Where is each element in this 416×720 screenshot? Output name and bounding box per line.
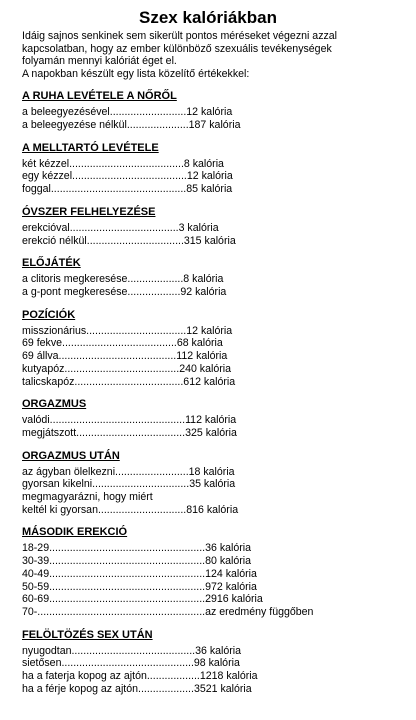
- page-title: Szex kalóriákban: [139, 8, 277, 27]
- intro-line: kapcsolatban, hogy az ember különböző szexuális tevékenységek: [22, 42, 332, 55]
- list-item: a g-pont megkeresése..................92 kalória: [22, 286, 227, 298]
- section-heading: MÁSODIK EREKCIÓ: [22, 526, 128, 539]
- section-melltarto: [22, 142, 416, 196]
- list-item: a beleegyezésével..........................12 kalória: [22, 106, 233, 119]
- list-item: megmagyarázni, hogy miért: [22, 491, 153, 504]
- intro-line: folyamán mennyi kalóriát éget el.: [22, 55, 177, 68]
- section-masodik-erekcio: [22, 526, 416, 618]
- list-item: erekció nélkül.................................315 kalória: [22, 234, 236, 247]
- list-item: erekcióval.....................................3 kalória: [22, 221, 219, 234]
- section-heading: A RUHA LEVÉTELE A NŐRŐL: [22, 90, 177, 103]
- list-item: keltél ki gyorsan..............................816 kalória: [22, 503, 239, 516]
- list-item: 69 állva........................................112 kalória: [22, 350, 228, 363]
- list-item: ha a faterja kopog az ajtón..................1218 kalória: [22, 670, 258, 683]
- list-item: az ágyban ölelkezni.........................18 kalória: [22, 465, 235, 478]
- section-felotozes: [22, 629, 416, 696]
- list-item: foggal..............................................85 kalória: [22, 183, 233, 196]
- intro-paragraph: [22, 30, 412, 80]
- list-item: talicskapóz.....................................612 kalória: [22, 375, 236, 388]
- list-item: 60-69.....................................................2916 kalória: [22, 593, 263, 606]
- list-item: ha a férje kopog az ajtón...................3521 kalória: [22, 682, 252, 695]
- list-item: sietősen.............................................98 kalória: [22, 657, 240, 670]
- section-heading: ÓVSZER FELHELYEZÉSE: [22, 205, 156, 218]
- list-item: két kézzel.......................................8 kalória: [22, 157, 224, 170]
- section-heading: ELŐJÁTÉK: [22, 257, 81, 270]
- list-item: 70-.........................................................az eredmény függőben: [22, 605, 314, 618]
- list-item: a beleegyezése nélkül.....................187 kalória: [22, 119, 241, 132]
- section-elojatek: [22, 257, 416, 298]
- section-heading: FELÖLTÖZÉS SEX UTÁN: [22, 628, 153, 641]
- section-poziciok: [22, 309, 416, 389]
- section-orgazmus: [22, 398, 416, 439]
- section-heading: A MELLTARTÓ LEVÉTELE: [22, 141, 159, 154]
- list-item: valódi..............................................112 kalória: [22, 414, 237, 427]
- intro-line: A napokban készült egy lista közelítő értékekkel:: [22, 67, 250, 80]
- intro-line: Idáig sajnos senkinek sem sikerült pontos méréseket végezni azzal: [22, 30, 338, 42]
- list-item: 30-39.....................................................80 kalória: [22, 555, 252, 568]
- list-item: gyorsan kikelni.................................35 kalória: [22, 478, 236, 491]
- section-ruha: [22, 90, 416, 131]
- list-item: kutyapóz.......................................240 kalória: [22, 362, 232, 375]
- list-item: a clitoris megkeresése...................8 kalória: [22, 273, 224, 286]
- section-heading: ORGAZMUS UTÁN: [22, 449, 120, 462]
- list-item: nyugodtan..........................................36 kalória: [22, 644, 242, 657]
- list-item: 40-49.....................................................124 kalória: [22, 567, 257, 580]
- section-heading: POZÍCIÓK: [22, 308, 76, 321]
- list-item: megjátszott.....................................325 kalória: [22, 426, 237, 439]
- list-item: misszionárius..................................12 kalória: [22, 324, 233, 337]
- list-item: 18-29.....................................................36 kalória: [22, 542, 252, 555]
- list-item: 69 fekve.......................................68 kalória: [22, 337, 223, 350]
- section-heading: ORGAZMUS: [22, 398, 87, 411]
- section-orgazmus-utan: [22, 450, 416, 517]
- list-item: 50-59.....................................................972 kalória: [22, 580, 257, 593]
- section-ovszer: [22, 206, 416, 247]
- list-item: egy kézzel.......................................12 kalória: [22, 170, 233, 183]
